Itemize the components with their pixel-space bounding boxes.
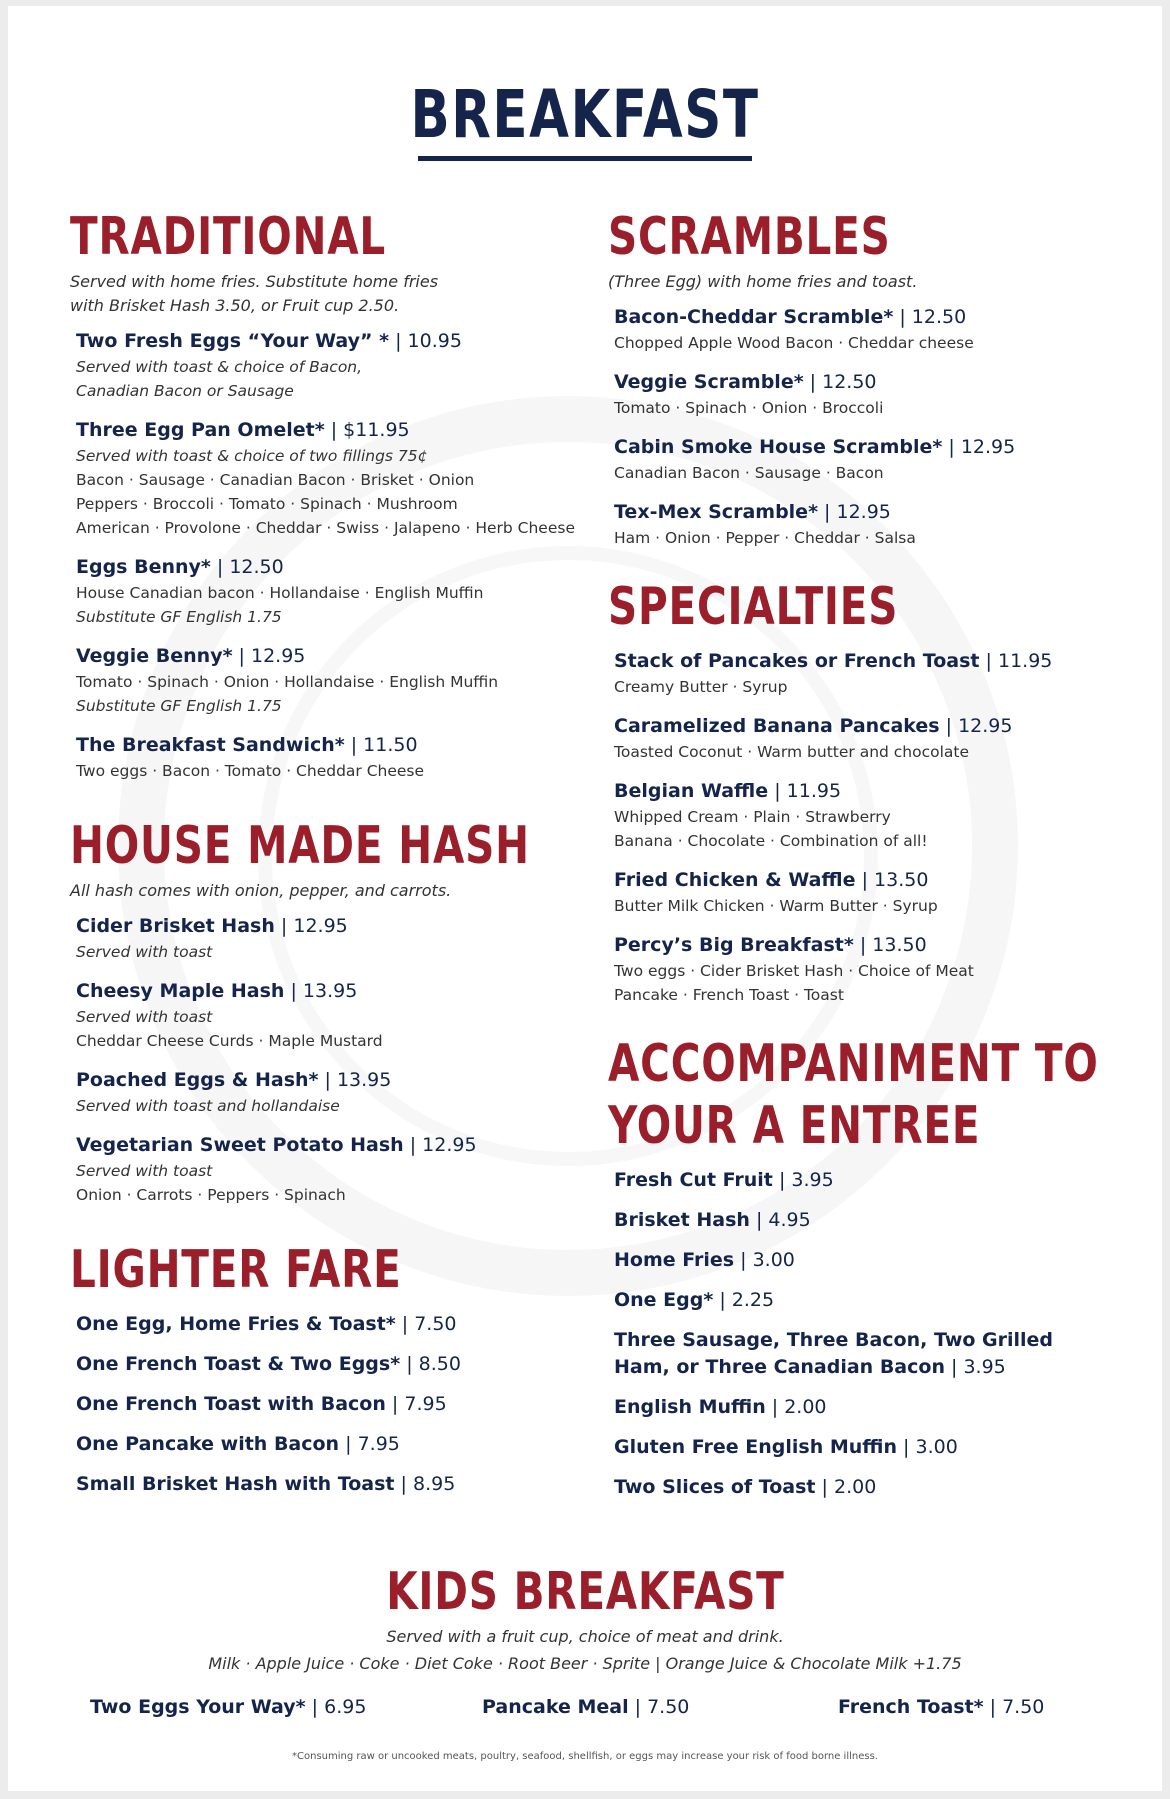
menu-item	[614, 499, 1128, 550]
item-price: | 3.95	[944, 1356, 1006, 1378]
item-name: Fried Chicken & Waffle	[614, 869, 856, 891]
title-underline	[418, 156, 752, 161]
item-name: Gluten Free English Muffin	[614, 1436, 897, 1458]
item-price: | 3.00	[897, 1436, 958, 1458]
item-price: | 2.00	[765, 1396, 827, 1418]
item-name: Bacon-Cheddar Scramble*	[614, 306, 894, 328]
section-specialties	[608, 576, 1128, 1007]
page-title: BREAKFAST	[410, 76, 760, 153]
item-name: Two Slices of Toast	[614, 1476, 816, 1498]
item-price: | 12.50	[210, 556, 284, 578]
item-desc: Served with toast & choice of two fillings 75¢	[76, 447, 428, 465]
item-name: Pancake Meal	[482, 1696, 629, 1718]
item-name: Belgian Waffle	[614, 780, 769, 802]
item-name: Eggs Benny*	[76, 556, 211, 578]
item-desc: American · Provolone · Cheddar · Swiss · Jalapeno · Herb Cheese	[76, 519, 575, 537]
menu-item	[76, 978, 590, 1053]
menu-item	[614, 648, 1128, 699]
menu-item	[76, 1431, 590, 1458]
item-price: | $11.95	[324, 419, 410, 441]
item-desc: Served with toast	[76, 1162, 213, 1180]
item-name: Two Fresh Eggs “Your Way” *	[76, 330, 390, 352]
item-price: | 12.95	[939, 715, 1013, 737]
item-desc: House Canadian bacon · Hollandaise · English Muffin	[76, 584, 484, 602]
item-name: One French Toast & Two Eggs*	[76, 1353, 401, 1375]
menu-item	[614, 932, 1128, 1007]
item-name: One Egg*	[614, 1289, 714, 1311]
menu-item	[614, 304, 1128, 355]
menu-item	[76, 1391, 590, 1418]
item-name: Poached Eggs & Hash*	[76, 1069, 319, 1091]
item-price: | 13.95	[318, 1069, 392, 1091]
item-desc: Served with toast and hollandaise	[76, 1097, 340, 1115]
menu-item	[614, 1287, 1128, 1314]
menu-item	[614, 369, 1128, 420]
menu-item	[614, 778, 1128, 853]
item-price: | 11.50	[344, 734, 418, 756]
menu-item	[76, 554, 590, 629]
item-name: Vegetarian Sweet Potato Hash	[76, 1134, 404, 1156]
item-price: | 2.00	[815, 1476, 877, 1498]
menu-item	[614, 1434, 1128, 1461]
item-desc: Canadian Bacon or Sausage	[76, 382, 294, 400]
item-price: | 13.95	[284, 980, 358, 1002]
section-subtitle: Served with home fries. Substitute home fries	[70, 272, 439, 291]
item-name: One French Toast with Bacon	[76, 1393, 386, 1415]
item-name: Fresh Cut Fruit	[614, 1169, 773, 1191]
footnote-disclaimer: *Consuming raw or uncooked meats, poultry, seafood, shellfish, or eggs may increase your risk of food borne illness.	[292, 1751, 878, 1762]
item-name: Brisket Hash	[614, 1209, 750, 1231]
menu-item	[614, 1247, 1128, 1274]
kids-item-list	[8, 1694, 1162, 1724]
menu-item	[90, 1694, 366, 1721]
item-price: | 12.50	[803, 371, 877, 393]
item-name: English Muffin	[614, 1396, 766, 1418]
menu-item	[614, 1327, 1054, 1381]
item-name: Tex-Mex Scramble*	[614, 501, 818, 523]
item-price: | 8.50	[400, 1353, 461, 1375]
item-desc: Served with toast & choice of Bacon,	[76, 358, 363, 376]
item-desc: Peppers · Broccoli · Tomato · Spinach · Mushroom	[76, 495, 458, 513]
item-price: | 7.50	[628, 1696, 690, 1718]
item-price: | 12.95	[403, 1134, 477, 1156]
item-name: French Toast*	[838, 1696, 984, 1718]
menu-item	[614, 1474, 1128, 1501]
item-desc: Ham · Onion · Pepper · Cheddar · Salsa	[614, 529, 916, 547]
item-price: | 12.95	[232, 645, 306, 667]
item-price: | 4.95	[749, 1209, 811, 1231]
section-traditional	[70, 206, 590, 783]
section-title: HOUSE MADE HASH	[70, 816, 530, 876]
item-desc: Whipped Cream · Plain · Strawberry	[614, 808, 891, 826]
left-column	[70, 206, 590, 1511]
menu-item	[482, 1694, 689, 1721]
item-price: | 7.95	[385, 1393, 447, 1415]
item-name: Small Brisket Hash with Toast	[76, 1473, 395, 1495]
section-kids-breakfast	[8, 1561, 1162, 1677]
item-desc: Butter Milk Chicken · Warm Butter · Syrup	[614, 897, 938, 915]
item-price: | 12.95	[942, 436, 1016, 458]
item-name: Cheesy Maple Hash	[76, 980, 285, 1002]
item-price: | 6.95	[305, 1696, 367, 1718]
item-price: | 7.50	[983, 1696, 1045, 1718]
section-subtitle: (Three Egg) with home fries and toast.	[608, 272, 918, 291]
right-column	[608, 206, 1128, 1514]
item-desc: Onion · Carrots · Peppers · Spinach	[76, 1186, 346, 1204]
menu-item	[614, 1207, 1128, 1234]
section-title: SPECIALTIES	[608, 577, 899, 637]
item-desc: Two eggs · Cider Brisket Hash · Choice of Meat	[614, 962, 974, 980]
drink-options: Milk · Apple Juice · Coke · Diet Coke · Root Beer · Sprite | Orange Juice & Chocolate Milk +1.75	[208, 1654, 962, 1673]
item-price: | 3.00	[734, 1249, 795, 1271]
menu-item	[76, 1132, 590, 1207]
item-name: Veggie Benny*	[76, 645, 233, 667]
menu-item	[76, 913, 590, 964]
menu-item	[76, 1067, 590, 1118]
item-price: | 7.95	[339, 1433, 400, 1455]
item-desc: Toasted Coconut · Warm butter and chocolate	[614, 743, 970, 761]
item-list	[608, 1167, 1128, 1501]
item-desc: Chopped Apple Wood Bacon · Cheddar cheese	[614, 334, 974, 352]
section-title: SCRAMBLES	[608, 207, 891, 267]
section-scrambles	[608, 206, 1128, 550]
item-list	[70, 913, 590, 1207]
section-lighter-fare	[70, 1239, 590, 1498]
section-subtitle: with Brisket Hash 3.50, or Fruit cup 2.50.	[70, 296, 400, 315]
item-list	[70, 328, 590, 783]
section-house-made-hash	[70, 815, 590, 1207]
item-price: | 2.25	[713, 1289, 775, 1311]
item-list	[608, 304, 1128, 550]
menu-item	[614, 1394, 1128, 1421]
item-name: Three Sausage, Three Bacon, Two Grilled Ham, or Three Canadian Bacon	[614, 1329, 1054, 1378]
item-desc: Bacon · Sausage · Canadian Bacon · Brisket · Onion	[76, 471, 475, 489]
item-price: | 13.50	[853, 934, 927, 956]
item-name: Cabin Smoke House Scramble*	[614, 436, 943, 458]
section-accompaniment	[608, 1033, 1128, 1501]
section-title: KIDS BREAKFAST	[385, 1562, 785, 1622]
item-name: Stack of Pancakes or French Toast	[614, 650, 980, 672]
menu-item	[614, 1167, 1128, 1194]
item-name: Caramelized Banana Pancakes	[614, 715, 940, 737]
item-price: | 12.95	[274, 915, 348, 937]
item-desc: Banana · Chocolate · Combination of all!	[614, 832, 928, 850]
item-desc: Creamy Butter · Syrup	[614, 678, 788, 696]
item-name: Percy’s Big Breakfast*	[614, 934, 854, 956]
item-price: | 12.95	[818, 501, 891, 523]
item-desc: Tomato · Spinach · Onion · Broccoli	[614, 399, 884, 417]
menu-page	[8, 6, 1162, 1791]
menu-item	[76, 328, 590, 403]
item-desc: Substitute GF English 1.75	[76, 608, 282, 626]
section-subtitle: Served with a fruit cup, choice of meat and drink.	[386, 1627, 784, 1646]
item-desc: Pancake · French Toast · Toast	[614, 986, 844, 1004]
item-price: | 3.95	[772, 1169, 834, 1191]
item-price: | 12.50	[893, 306, 967, 328]
section-title: ACCOMPANIMENT TO YOUR A ENTREE	[608, 1034, 1099, 1156]
item-name: One Pancake with Bacon	[76, 1433, 340, 1455]
item-desc: Tomato · Spinach · Onion · Hollandaise · English Muffin	[76, 673, 499, 691]
item-price: | 10.95	[389, 330, 462, 352]
item-name: One Egg, Home Fries & Toast*	[76, 1313, 396, 1335]
menu-item	[76, 1471, 590, 1498]
section-title: LIGHTER FARE	[70, 1240, 402, 1300]
item-name: Veggie Scramble*	[614, 371, 804, 393]
menu-item	[76, 417, 590, 540]
item-desc: Two eggs · Bacon · Tomato · Cheddar Cheese	[76, 762, 425, 780]
item-price: | 8.95	[394, 1473, 456, 1495]
item-list	[608, 648, 1128, 1007]
item-price: | 11.95	[768, 780, 842, 802]
item-desc: Canadian Bacon · Sausage · Bacon	[614, 464, 884, 482]
menu-item	[76, 1351, 590, 1378]
item-name: Three Egg Pan Omelet*	[76, 419, 325, 441]
item-desc: Served with toast	[76, 943, 213, 961]
menu-item	[614, 434, 1128, 485]
item-price: | 7.50	[395, 1313, 457, 1335]
menu-item	[838, 1694, 1044, 1721]
menu-item	[76, 732, 590, 783]
item-name: Cider Brisket Hash	[76, 915, 275, 937]
item-name: The Breakfast Sandwich*	[76, 734, 345, 756]
item-desc: Cheddar Cheese Curds · Maple Mustard	[76, 1032, 383, 1050]
item-desc: Substitute GF English 1.75	[76, 697, 282, 715]
menu-item	[76, 1311, 590, 1338]
menu-item	[76, 643, 590, 718]
section-title: TRADITIONAL	[70, 207, 387, 267]
item-name: Home Fries	[614, 1249, 735, 1271]
item-price: | 11.95	[979, 650, 1053, 672]
menu-item	[614, 713, 1128, 764]
item-list	[70, 1311, 590, 1498]
item-desc: Served with toast	[76, 1008, 213, 1026]
item-name: Two Eggs Your Way*	[90, 1696, 306, 1718]
section-subtitle: All hash comes with onion, pepper, and carrots.	[70, 881, 452, 900]
item-price: | 13.50	[855, 869, 929, 891]
menu-item	[614, 867, 1128, 918]
